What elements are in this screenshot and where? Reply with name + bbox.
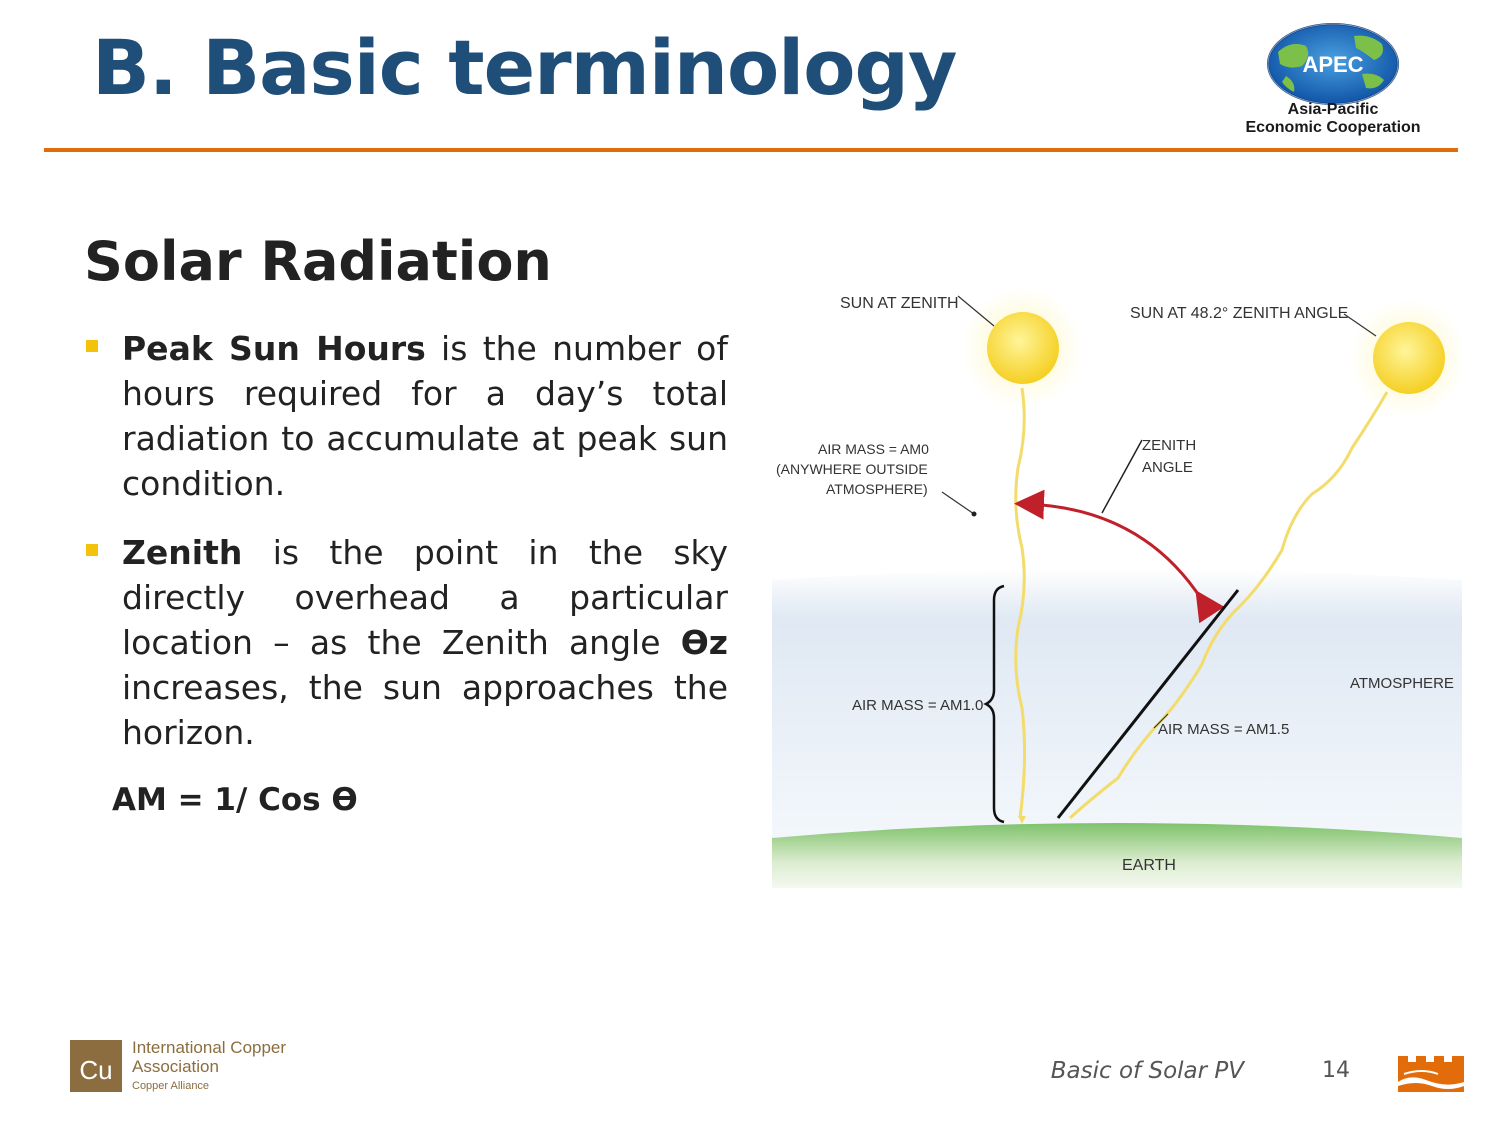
bullet-square-icon bbox=[86, 340, 98, 352]
sun-at-zenith-icon bbox=[987, 312, 1059, 384]
bullet-peak-sun-hours bbox=[86, 326, 728, 506]
bullet-list bbox=[86, 326, 728, 779]
title-divider bbox=[44, 148, 1458, 152]
bullet-text: is the number of hours required for a day’s total radiation to accumulate at peak sun condition. bbox=[122, 329, 728, 503]
air-mass-formula: AM = 1/ Cos Ɵ bbox=[112, 782, 358, 818]
term-peak-sun-hours: Peak Sun Hours bbox=[122, 329, 426, 368]
label-am0-line3: ATMOSPHERE) bbox=[826, 481, 928, 497]
air-mass-diagram bbox=[772, 288, 1462, 888]
ica-logo bbox=[70, 1038, 330, 1098]
ica-name-line1: International Copper bbox=[132, 1038, 287, 1057]
apec-badge-text: APEC bbox=[1302, 52, 1364, 77]
ica-name-line2: Association bbox=[132, 1057, 219, 1076]
section-heading: Solar Radiation bbox=[84, 230, 552, 293]
bullet-text-after: increases, the sun approaches the horizon. bbox=[122, 668, 728, 752]
label-zenith-angle-line2: ANGLE bbox=[1142, 459, 1193, 476]
page-number: 14 bbox=[1322, 1058, 1350, 1083]
apec-name-line2: Economic Cooperation bbox=[1245, 119, 1421, 136]
ica-tagline: Copper Alliance bbox=[132, 1080, 210, 1092]
label-zenith-angle-line1: ZENITH bbox=[1142, 437, 1197, 454]
label-atmosphere: ATMOSPHERE bbox=[1350, 675, 1454, 692]
castle-logo-icon bbox=[1396, 1052, 1466, 1094]
label-am0-line1: AIR MASS = AM0 bbox=[818, 441, 929, 457]
earth-surface bbox=[772, 823, 1462, 888]
label-sun-at-angle: SUN AT 48.2° ZENITH ANGLE bbox=[1130, 305, 1349, 322]
apec-globe-icon bbox=[1266, 22, 1400, 106]
bullet-text: is the point in the sky directly overhead a particular location – as the Zenith angle bbox=[122, 533, 728, 662]
label-earth: EARTH bbox=[1122, 857, 1176, 874]
zenith-angle-symbol: Ɵz bbox=[680, 623, 728, 662]
apec-name-line1: Asia-Pacific bbox=[1287, 101, 1379, 118]
bullet-square-icon bbox=[86, 544, 98, 556]
label-am10: AIR MASS = AM1.0 bbox=[852, 697, 984, 714]
sun-at-angle-icon bbox=[1373, 322, 1445, 394]
cu-symbol: Cu bbox=[79, 1055, 113, 1085]
label-am0-line2: (ANYWHERE OUTSIDE bbox=[776, 461, 928, 477]
slide-title: B. Basic terminology bbox=[92, 23, 957, 112]
label-am15: AIR MASS = AM1.5 bbox=[1158, 721, 1290, 738]
bullet-zenith bbox=[86, 530, 728, 755]
footer-label: Basic of Solar PV bbox=[1050, 1058, 1244, 1084]
label-sun-at-zenith: SUN AT ZENITH bbox=[840, 295, 959, 312]
term-zenith: Zenith bbox=[122, 533, 243, 572]
apec-logo bbox=[1228, 18, 1438, 142]
